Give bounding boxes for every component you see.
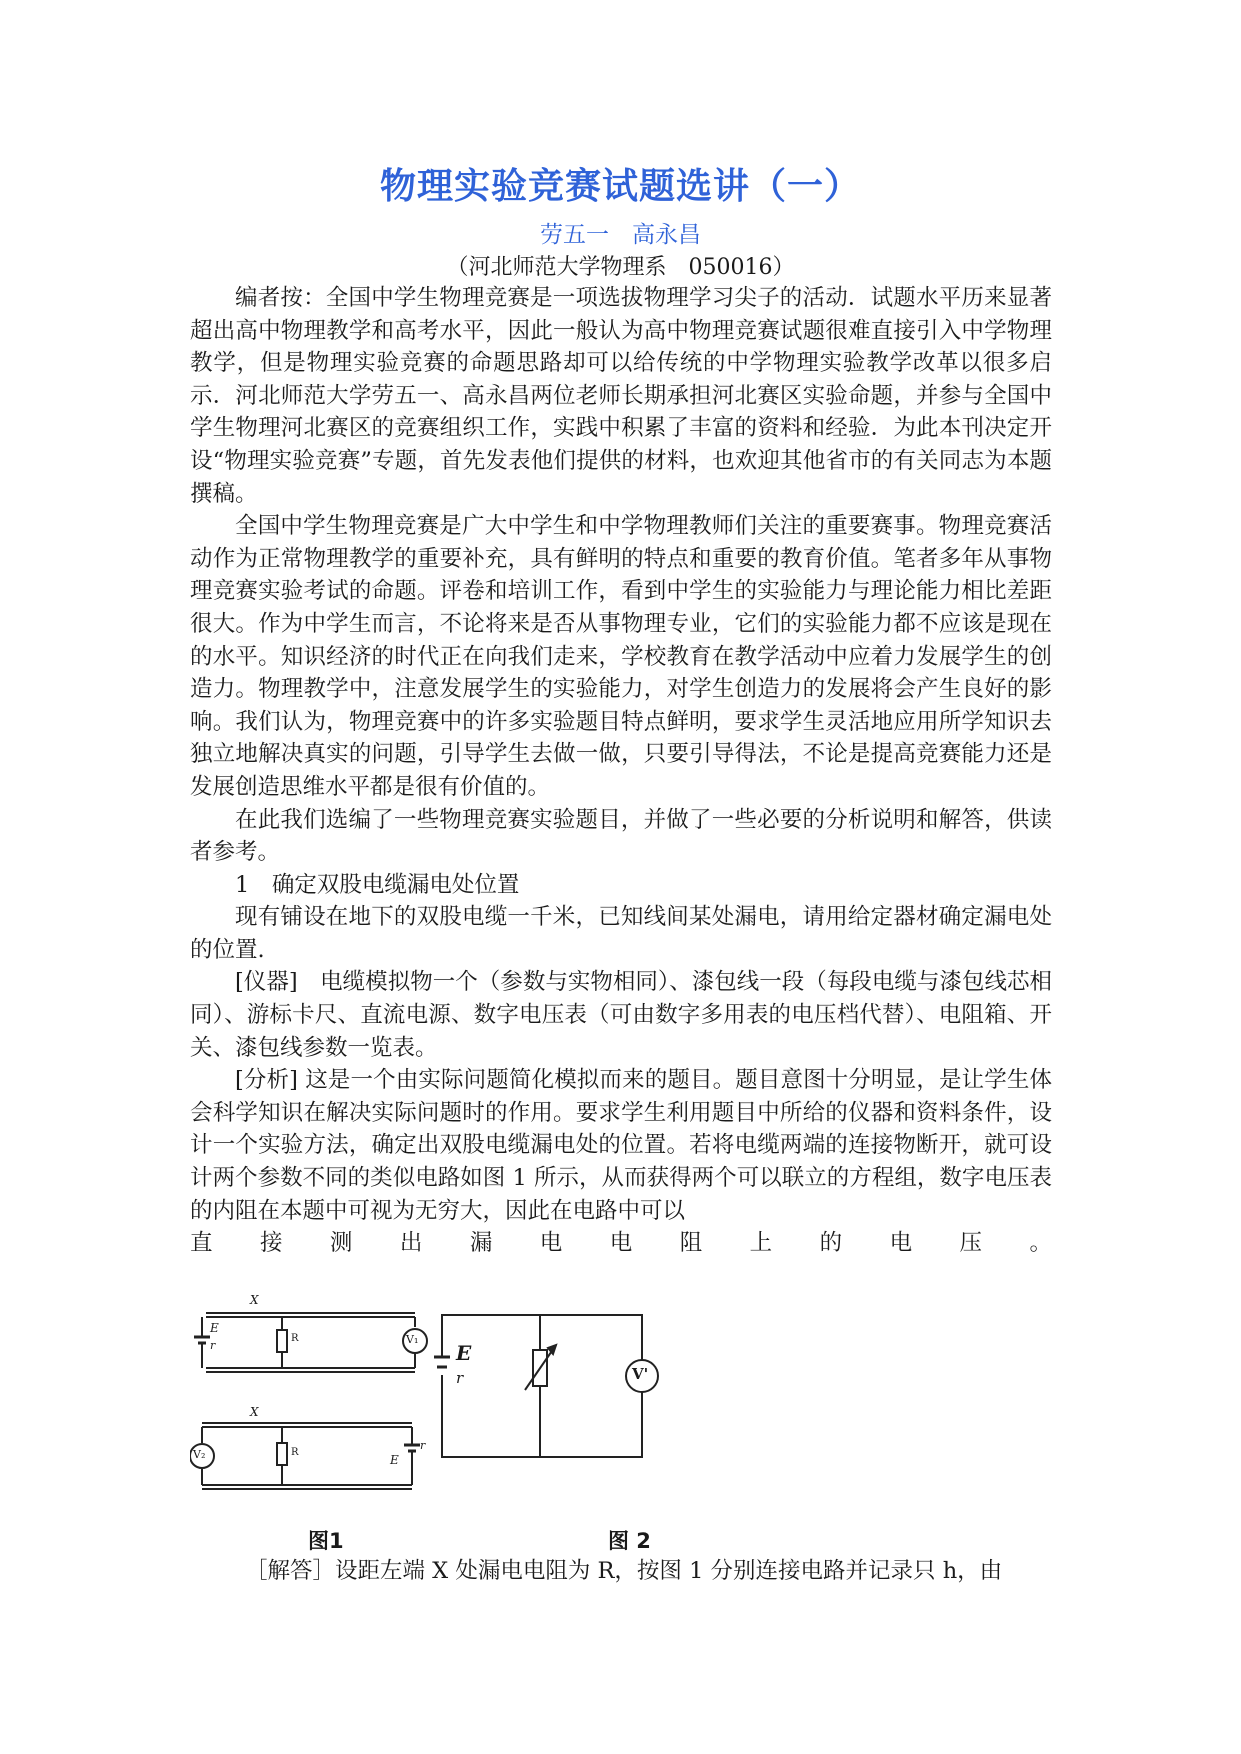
- fig1-bottom-resistor-label: R: [291, 1447, 299, 1458]
- fig1-top-e-label: E: [210, 1321, 219, 1335]
- selection-paragraph: 在此我们选编了一些物理竞赛实验题目，并做了一些必要的分析说明和解答，供读者参考。: [190, 806, 1052, 866]
- fig2-circuit: [434, 1315, 658, 1457]
- editor-note-paragraph: 编者按：全国中学生物理竞赛是一项选拔物理学习尖子的活动．试题水平历来显著超出高中物理教学和高考水平，因此一般认为高中物理竞赛试题很难直接引入中学物理教学，但是物理实验竞赛的命题思路却可以给传统的中学物理实验教学改革以很多启示．河北师范大学劳五一、高永昌两位老师长期承担河北赛区实验命题，并参与全国中学生物理河北赛区的竞赛组织工作，实践中积累了丰富的资料和经验．为此本刊决定开设“物理实验竞赛”专题，首先发表他们提供的材料，也欢迎其他省市的有关同志为本题撰稿。: [190, 285, 1052, 507]
- fig1-caption: 图1: [308, 1529, 344, 1553]
- fig1-top-x-label: X: [250, 1293, 259, 1307]
- analysis-last-line: 直 接 测 出 漏 电 电 阻 上 的 电 压 。: [190, 1230, 1052, 1257]
- answer-paragraph: ［解答］设距左端 X 处漏电电阻为 R，按图 1 分别连接电路并记录只 h，由: [245, 1558, 1003, 1584]
- fig2-e-label: E: [456, 1341, 472, 1365]
- problem-paragraph: 现有铺设在地下的双股电缆一千米，已知线间某处漏电，请用给定器材确定漏电处的位置.: [190, 904, 1052, 963]
- fig2-voltmeter-label: V': [632, 1365, 649, 1383]
- fig2-caption: 图 2: [608, 1529, 651, 1553]
- figures: [190, 1293, 730, 1555]
- article-body: [190, 282, 1052, 1260]
- section-heading: 1 确定双股电缆漏电处位置: [235, 871, 520, 898]
- fig1-bottom-r-label: r: [420, 1439, 426, 1452]
- fig1-top-r-label: r: [210, 1339, 216, 1352]
- instruments-paragraph: [仪器] 电缆模拟物一个（参数与实物相同）、漆包线一段（每段电缆与漆包线芯相同）、游标卡尺、直流电源、数字电压表（可由数字多用表的电压档代替）、电阻箱、开关、漆包线参数一览表。: [190, 969, 1052, 1061]
- affiliation: （河北师范大学物理系 050016）: [446, 255, 795, 280]
- authors: 劳五一 高永昌: [540, 222, 701, 248]
- page-title: 物理实验竞赛试题选讲（一）: [379, 166, 861, 207]
- fig1-bottom-e-label: E: [390, 1453, 399, 1467]
- fig1-top-resistor-label: R: [291, 1333, 299, 1344]
- fig1-bottom-circuit: [190, 1423, 420, 1489]
- fig1-top-circuit: [194, 1313, 427, 1372]
- fig1-bottom-voltmeter-label: V₂: [193, 1448, 206, 1461]
- intro-paragraph: 全国中学生物理竞赛是广大中学生和中学物理教师们关注的重要赛事。物理竞赛活动作为正常物理教学的重要补充，具有鲜明的特点和重要的教育价值。笔者多年从事物理竞赛实验考试的命题。评卷和培训工作，看到中学生的实验能力与理论能力相比差距很大。作为中学生而言，不论将来是否从事物理专业，它们的实验能力都不应该是现在的水平。知识经济的时代正在向我们走来，学校教育在教学活动中应着力发展学生的创造力。物理教学中，注意发展学生的实验能力，对学生创造力的发展将会产生良好的影响。我们认为，物理竞赛中的许多实验题目特点鲜明，要求学生灵活地应用所学知识去独立地解决真实的问题，引导学生去做一做，只要引导得法，不论是提高竞赛能力还是发展创造思维水平都是很有价值的。: [190, 513, 1052, 800]
- fig2-r-label: r: [456, 1369, 464, 1387]
- analysis-paragraph: [分析] 这是一个由实际问题简化模拟而来的题目。题目意图十分明显，是让学生体会科学知识在解决实际问题时的作用。要求学生利用题目中所给的仪器和资料条件，设计一个实验方法，确定出双股电缆漏电处的位置。若将电缆两端的连接物断开，就可设计两个参数不同的类似电路如图 1 所示，从而获得两个可以联立的方程组，数字电压表的内阻在本题中可视为无穷大，因此在电路中可以: [190, 1067, 1052, 1224]
- fig1-bottom-x-label: X: [250, 1405, 259, 1419]
- fig1-top-voltmeter-label: V₁: [406, 1333, 419, 1346]
